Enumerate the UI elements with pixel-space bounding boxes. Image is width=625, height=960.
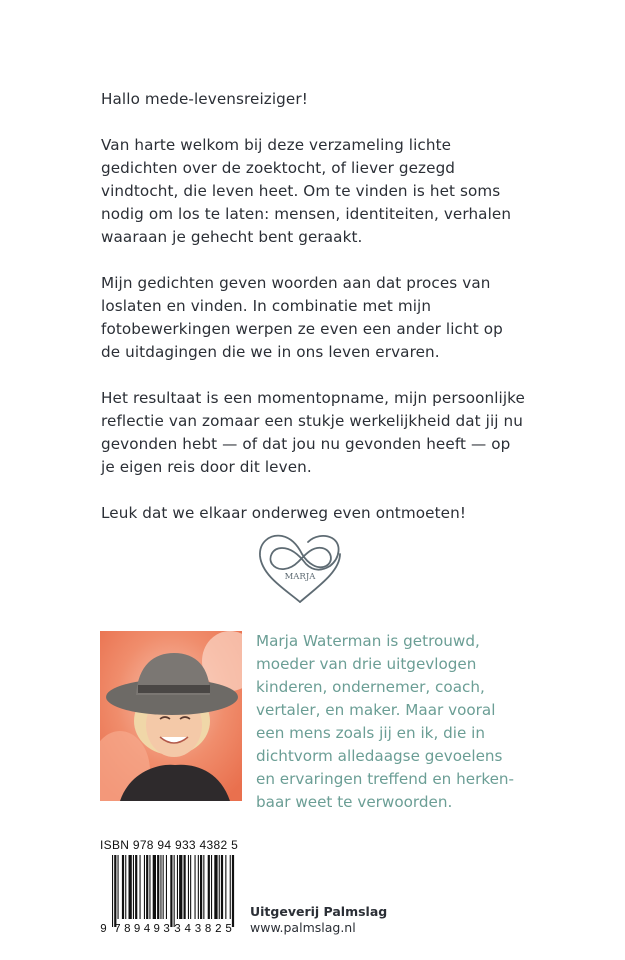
barcode-digit-prefix: 9 (100, 923, 107, 933)
intro-paragraph-1: Van harte welkom bij deze verzameling lichte gedichten over de zoektocht, of liever gezegd vindtocht, die leven heet. Om te vinden is het soms nodig om los te laten: mensen, identiteiten, verhalen waaraan je gehecht bent geraakt. (101, 136, 512, 246)
barcode-bar (221, 855, 223, 919)
barcode-bar (163, 855, 164, 919)
publisher-website: www.palmslag.nl (250, 920, 356, 935)
barcode-bar (211, 855, 212, 919)
barcode-bar (166, 855, 167, 919)
barcode-bar (170, 855, 172, 927)
infinity-heart-icon (256, 532, 344, 604)
barcode-bar (232, 855, 234, 927)
barcode-bar (188, 855, 189, 919)
barcode-bar (214, 855, 217, 919)
barcode-bar (114, 855, 116, 927)
barcode-bar (153, 855, 156, 919)
intro-text (101, 88, 531, 548)
barcode-bar (208, 855, 210, 919)
barcode-bar (190, 855, 191, 919)
publisher-name: Uitgeverij Palmslag (250, 904, 388, 919)
barcode-bar (177, 855, 178, 919)
barcode-digits-right: 343825 (174, 923, 232, 933)
intro-paragraph-3: Het resultaat is een momentopname, mijn persoonlijke reflectie van zomaar een stukje werkelijkheid dat jij nu gevonden hebt — of dat jou nu gevonden heeft — op je eigen reis door dit leven. (101, 389, 525, 476)
barcode-bar (219, 855, 220, 919)
barcode-bar (129, 855, 132, 919)
barcode-bar (144, 855, 145, 919)
barcode (100, 855, 236, 933)
barcode-bar (125, 855, 126, 919)
barcode-bar (140, 855, 141, 919)
barcode-bar (184, 855, 186, 919)
barcode-bar (118, 855, 119, 919)
barcode-bar (230, 855, 231, 919)
logo-text: MARJA (284, 572, 316, 582)
barcode-bar (135, 855, 137, 919)
barcode-digits-left: 789493 (114, 923, 170, 933)
barcode-bar (195, 855, 196, 919)
greeting: Hallo mede-levensreiziger! (101, 90, 308, 108)
barcode-bar (146, 855, 148, 919)
barcode-bar (112, 855, 113, 927)
isbn-label: ISBN 978 94 933 4382 5 (100, 838, 239, 852)
barcode-bar (200, 855, 202, 919)
barcode-bar (225, 855, 226, 919)
barcode-bar (149, 855, 150, 919)
barcode-bar (198, 855, 199, 919)
barcode-bar (160, 855, 161, 919)
intro-paragraph-2: Mijn gedichten geven woorden aan dat proces van loslaten en vinden. In combinatie met mijn fotobewerkingen werpen ze even een ander licht op de uitdagingen die we in ons leven ervaren. (101, 274, 503, 361)
barcode-bar (157, 855, 159, 919)
barcode-bar (122, 855, 124, 919)
author-photo (100, 631, 242, 801)
closing-line: Leuk dat we elkaar onderweg even ontmoeten! (101, 504, 467, 522)
barcode-bar (179, 855, 182, 919)
barcode-bar (174, 855, 175, 927)
author-bio: Marja Waterman is getrouwd, moeder van drie uitgevlogen kinderen, ondernemer, coach, vertaler, en maker. Maar vooral een mens zoals jij en ik, die in dichtvorm alledaagse gevoelens en ervaringen treffend en herken- baar weet te verwoorden. (256, 632, 515, 811)
barcode-bar (133, 855, 134, 919)
barcode-bar (203, 855, 204, 919)
